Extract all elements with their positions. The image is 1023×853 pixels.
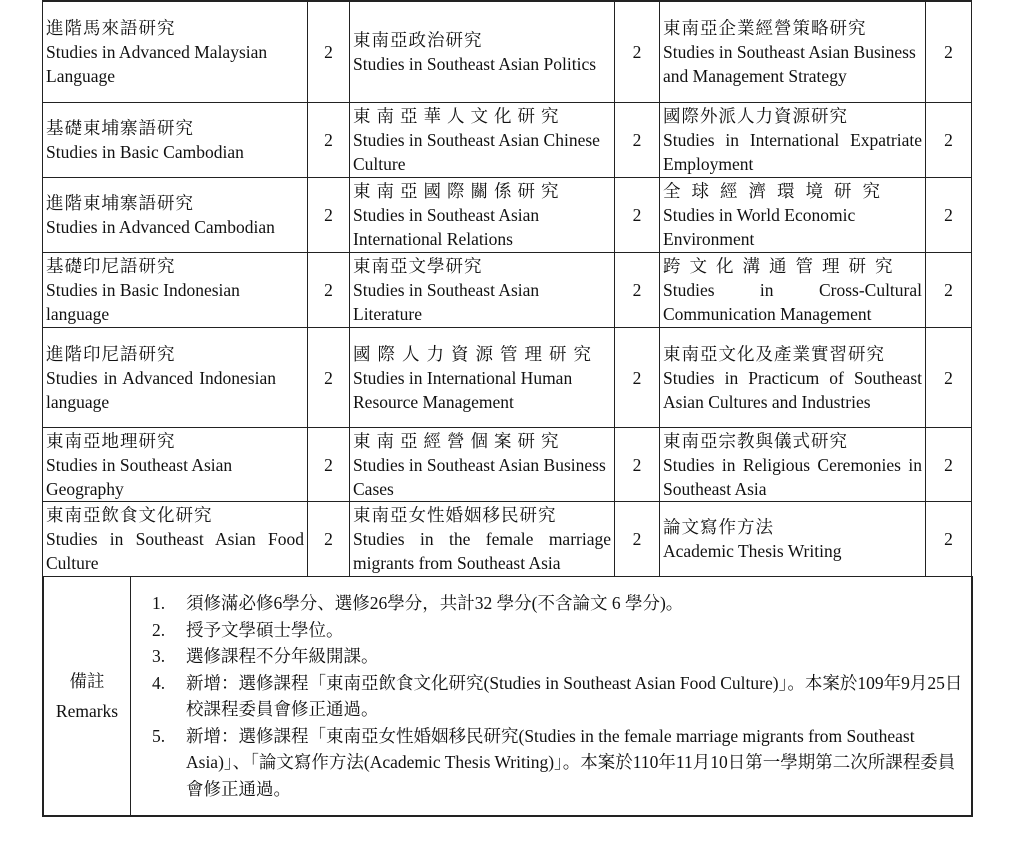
- course-name-zh: 國際人力資源管理研究: [353, 343, 598, 364]
- course-name-en: Studies in Basic Indonesian language: [46, 280, 240, 324]
- credit-cell: 2: [615, 502, 660, 577]
- course-name-en: Studies in Southeast Asian International Relations: [353, 205, 540, 249]
- course-cell: [660, 253, 926, 328]
- remark-text: 新增：選修課程「東南亞女性婚姻移民研究(Studies in the female marriage migrants from Southeast Asia)」、「論文寫作方法(Academic Thesis Writing)」。本案於110年11月10日第一學期第二次所課程委員會修正通過。: [186, 725, 956, 799]
- course-name-zh: 全球經濟環境研究: [663, 181, 891, 201]
- credit-cell: 2: [926, 178, 972, 253]
- remark-item: [152, 590, 967, 617]
- course-cell: [350, 103, 615, 178]
- course-cell: [350, 428, 615, 502]
- course-name-en: Studies in the female marriage migrants from Southeast Asia: [353, 529, 611, 573]
- course-name-zh: 東南亞飲食文化研究: [46, 505, 213, 525]
- course-name-en: Academic Thesis Writing: [663, 541, 842, 561]
- course-cell: [660, 1, 926, 103]
- table-row: [43, 328, 972, 428]
- remark-number: 5.: [152, 725, 166, 746]
- remarks-list: [152, 590, 967, 802]
- course-name-en: Studies in Southeast Asian Geography: [46, 454, 233, 499]
- credit-cell: 2: [926, 253, 972, 328]
- course-name-zh: 東南亞國際關係研究: [353, 181, 565, 201]
- table-row: [43, 502, 972, 577]
- table-row: [43, 253, 972, 328]
- course-name-en: Studies in Southeast Asian Literature: [353, 280, 540, 324]
- remark-number: 2.: [152, 619, 166, 640]
- course-cell: [660, 103, 926, 178]
- credit-cell: 2: [308, 103, 350, 178]
- course-name-en: Studies in Southeast Asian Chinese Culture: [353, 130, 600, 174]
- course-name-en: Studies in Advanced Cambodian: [46, 217, 275, 237]
- remark-item: [152, 643, 967, 670]
- course-name-en: Studies in Southeast Asian Politics: [353, 53, 597, 74]
- credit-cell: 2: [308, 1, 350, 103]
- remarks-label: [44, 577, 131, 815]
- course-name-zh: 東南亞文化及產業實習研究: [663, 343, 885, 364]
- course-name-en: Studies in World Economic Environment: [663, 205, 856, 249]
- course-name-zh: 東南亞經營個案研究: [353, 430, 565, 451]
- remark-item: [152, 723, 967, 803]
- table-top-border: [42, 0, 971, 2]
- credit-cell: 2: [615, 328, 660, 428]
- course-name-zh: 基礎印尼語研究: [46, 256, 176, 276]
- course-name-en: Studies in Basic Cambodian: [46, 142, 244, 162]
- course-name-zh: 基礎東埔寨語研究: [46, 118, 194, 138]
- table-row: [43, 103, 972, 178]
- course-cell: [660, 328, 926, 428]
- course-name-zh: 東南亞地理研究: [46, 430, 176, 451]
- course-name-en: Studies in Cross-Cultural Communication Management: [663, 280, 922, 324]
- remark-item: [152, 670, 967, 723]
- credit-cell: 2: [615, 428, 660, 502]
- course-name-zh: 東南亞宗教與儀式研究: [663, 430, 848, 451]
- remark-number: 4.: [152, 672, 166, 693]
- table-row: [43, 1, 972, 103]
- course-cell: [43, 103, 308, 178]
- credit-cell: 2: [308, 428, 350, 502]
- course-cell: [350, 328, 615, 428]
- credit-cell: 2: [615, 103, 660, 178]
- course-name-en: Studies in Southeast Asian Food Culture: [46, 529, 304, 573]
- course-name-en: Studies in Advanced Indonesian language: [46, 367, 276, 412]
- course-table: [42, 0, 972, 577]
- course-cell: [43, 502, 308, 577]
- course-name-zh: 東南亞華人文化研究: [353, 106, 565, 126]
- course-name-en: Studies in Southeast Asian Business Cases: [353, 454, 606, 499]
- remarks-section: [42, 576, 973, 817]
- course-name-en: Studies in International Human Resource Management: [353, 367, 573, 412]
- course-name-en: Studies in Advanced Malaysian Language: [46, 41, 268, 86]
- credit-cell: 2: [308, 502, 350, 577]
- course-name-zh: 進階印尼語研究: [46, 343, 176, 364]
- remark-number: 3.: [152, 646, 166, 666]
- curriculum-sheet: [42, 0, 971, 815]
- credit-cell: 2: [926, 103, 972, 178]
- table-row: [43, 178, 972, 253]
- credit-cell: 2: [308, 178, 350, 253]
- table-row: [43, 428, 972, 502]
- credit-cell: 2: [926, 1, 972, 103]
- course-cell: [660, 428, 926, 502]
- course-name-zh: 論文寫作方法: [663, 517, 774, 537]
- credit-cell: 2: [308, 253, 350, 328]
- course-name-zh: 東南亞女性婚姻移民研究: [353, 505, 557, 525]
- course-name-zh: 東南亞文學研究: [353, 256, 483, 276]
- credit-cell: 2: [615, 178, 660, 253]
- course-cell: [350, 253, 615, 328]
- remark-item: [152, 617, 967, 644]
- course-name-zh: 東南亞企業經營策略研究: [663, 17, 867, 38]
- remark-text: 選修課程不分年級開課。: [186, 646, 379, 666]
- course-name-en: Studies in Practicum of Southeast Asian Cultures and Industries: [663, 367, 922, 412]
- credit-cell: 2: [615, 1, 660, 103]
- course-cell: [350, 178, 615, 253]
- remark-number: 1.: [152, 593, 166, 613]
- course-name-zh: 進階東埔寨語研究: [46, 193, 194, 213]
- course-cell: [350, 1, 615, 103]
- course-cell: [43, 428, 308, 502]
- course-cell: [43, 328, 308, 428]
- course-cell: [660, 178, 926, 253]
- course-name-en: Studies in Southeast Asian Business and Management Strategy: [663, 41, 916, 86]
- course-cell: [350, 502, 615, 577]
- credit-cell: 2: [926, 328, 972, 428]
- course-name-en: Studies in Religious Ceremonies in Southeast Asia: [663, 454, 922, 499]
- course-name-en: Studies in International Expatriate Employment: [663, 130, 922, 174]
- course-cell: [43, 1, 308, 103]
- course-name-zh: 進階馬來語研究: [46, 17, 176, 38]
- course-name-zh: 跨文化溝通管理研究: [663, 256, 902, 276]
- credit-cell: 2: [926, 428, 972, 502]
- remark-text: 授予文學碩士學位。: [186, 619, 344, 640]
- course-name-zh: 國際外派人力資源研究: [663, 106, 848, 126]
- course-cell: [43, 253, 308, 328]
- remark-text: 新增：選修課程「東南亞飲食文化研究(Studies in Southeast Asian Food Culture)」。本案於109年9月25日校課程委員會修正通過。: [186, 672, 963, 719]
- credit-cell: 2: [926, 502, 972, 577]
- remarks-label-en: Remarks: [55, 701, 119, 721]
- remark-text: 須修滿必修6學分、選修26學分，共計32 學分(不含論文 6 學分)。: [186, 593, 684, 613]
- course-name-zh: 東南亞政治研究: [353, 29, 483, 50]
- course-cell: [43, 178, 308, 253]
- credit-cell: 2: [615, 253, 660, 328]
- remarks-label-zh: 備註: [69, 671, 105, 691]
- credit-cell: 2: [308, 328, 350, 428]
- course-cell: [660, 502, 926, 577]
